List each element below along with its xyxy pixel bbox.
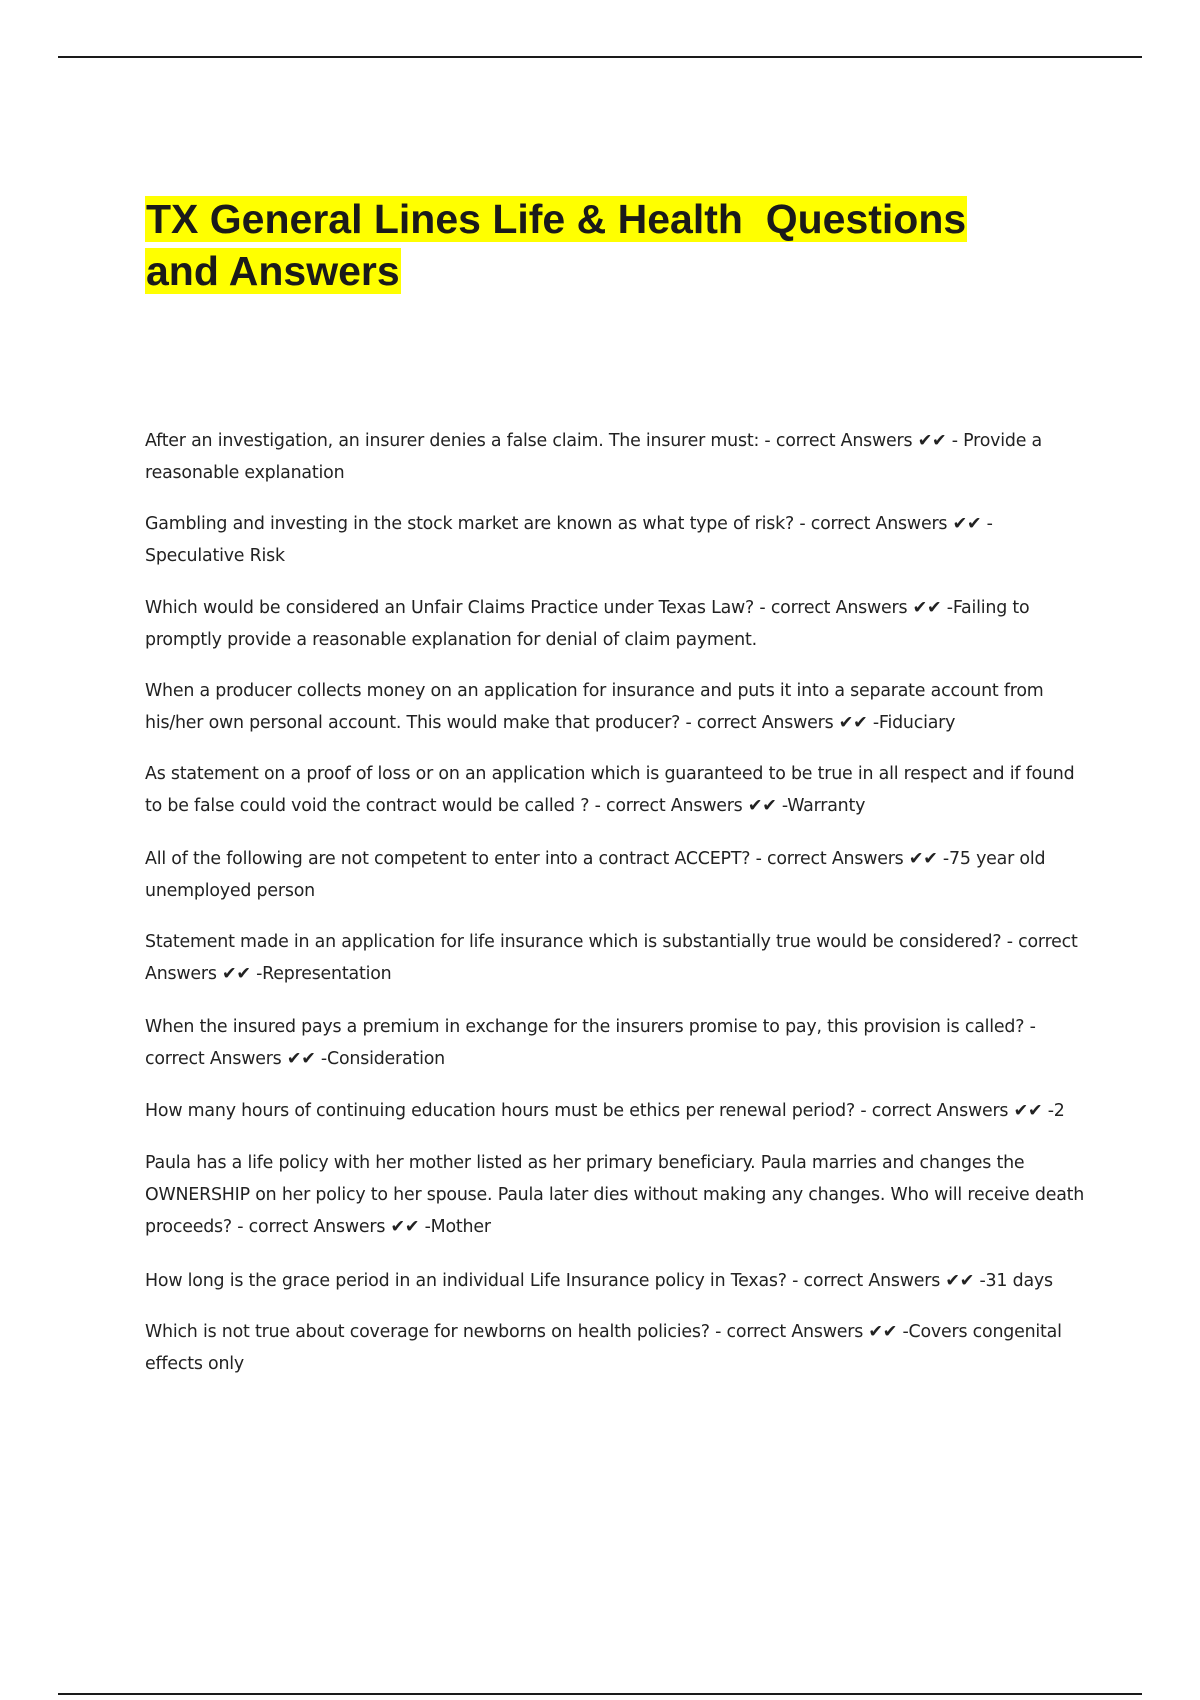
qa-item: As statement on a proof of loss or on an application which is guaranteed to be true in all respect and if found to be false could void the contract would be called ? - correct Answers ✔✔ -Warranty — [145, 764, 1075, 816]
bottom-rule — [58, 1693, 1142, 1695]
title-line-1: TX General Lines Life & Health Questions — [146, 196, 967, 242]
qa-item: When a producer collects money on an application for insurance and puts it into a separate account from his/her own personal account. This would make that producer? - correct Answers ✔✔ -Fiduciary — [145, 681, 1044, 733]
qa-item: When the insured pays a premium in exchange for the insurers promise to pay, this provision is called? - correct Answers ✔✔ -Consideration — [145, 1017, 1036, 1069]
document-title — [145, 193, 1045, 297]
qa-list — [145, 425, 1085, 1380]
qa-item: Gambling and investing in the stock market are known as what type of risk? - correct Answers ✔✔ - Speculative Risk — [145, 514, 993, 566]
qa-item: How long is the grace period in an individual Life Insurance policy in Texas? - correct Answers ✔✔ -31 days — [145, 1271, 1053, 1291]
qa-item: All of the following are not competent to enter into a contract ACCEPT? - correct Answers ✔✔ -75 year old unemployed person — [145, 849, 1046, 901]
qa-item: Which is not true about coverage for newborns on health policies? - correct Answers ✔✔ -Covers congenital effects only — [145, 1322, 1062, 1374]
top-rule — [58, 56, 1142, 58]
qa-item: Statement made in an application for life insurance which is substantially true would be considered? - correct Answers ✔✔ -Representation — [145, 932, 1078, 984]
qa-item: After an investigation, an insurer denies a false claim. The insurer must: - correct Answers ✔✔ - Provide a reasonable explanation — [145, 431, 1042, 483]
title-line-2: and Answers — [146, 248, 400, 294]
qa-item: Paula has a life policy with her mother listed as her primary beneficiary. Paula marries and changes the OWNERSHIP on her policy to her spouse. Paula later dies without making any changes. Who will receive death proceeds? - correct Answers ✔✔ -Mother — [145, 1153, 1085, 1237]
qa-item: Which would be considered an Unfair Claims Practice under Texas Law? - correct Answers ✔✔ -Failing to promptly provide a reasonable explanation for denial of claim payment. — [145, 598, 1030, 650]
qa-item: How many hours of continuing education hours must be ethics per renewal period? - correct Answers ✔✔ -2 — [145, 1101, 1065, 1121]
